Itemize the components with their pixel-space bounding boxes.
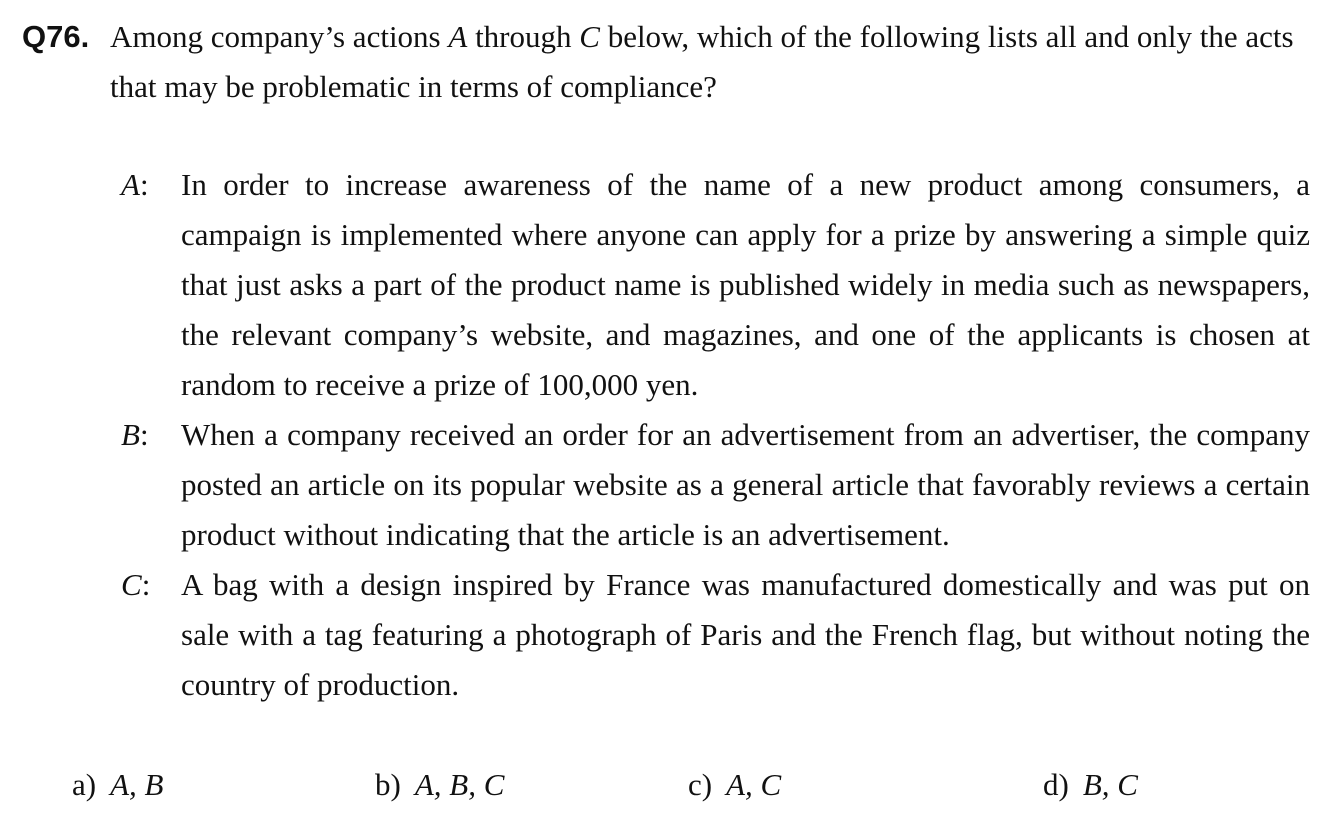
choice-text: A, B [110, 767, 164, 802]
stem-part: Among company’s actions [110, 19, 449, 54]
choice-letter: d) [1043, 767, 1069, 802]
action-text: In order to increase awareness of the name of a new product among consumers, a campaign is implemented where anyone can apply for a prize by answering a simple quiz that just asks a part of the product name is published widely in media such as newspapers, the relevant company’s website, and magazines, and one of the applicants is chosen at random to receive a prize of 100,000 yen. [181, 167, 1310, 402]
action-letter: B [121, 417, 140, 452]
choice-text: B, C [1082, 767, 1138, 802]
answer-choice-d[interactable] [1043, 760, 1138, 810]
action-text: A bag with a design inspired by France was manufactured domestically and was put on sale with a tag featuring a photograph of Paris and the French flag, but without noting the country of production. [181, 567, 1310, 702]
stem-part: below, which of the following lists all and only the acts that may be problematic in terms of compliance? [110, 19, 1294, 104]
action-text: When a company received an order for an advertisement from an advertiser, the company posted an article on its popular website as a general article that favorably reviews a certain product without indicating that the article is an advertisement. [181, 417, 1310, 552]
answer-choice-c[interactable] [688, 760, 781, 810]
choice-letter: b) [375, 767, 401, 802]
stem-item-ref: C [579, 19, 600, 54]
choice-letter: a) [72, 767, 97, 802]
action-label [121, 560, 150, 610]
question-number: Q76. [22, 19, 90, 54]
label-colon: : [141, 567, 151, 602]
choice-text: A, C [726, 767, 782, 802]
action-letter: C [121, 567, 142, 602]
choice-letter: c) [688, 767, 713, 802]
label-colon: : [139, 167, 149, 202]
answer-choice-a[interactable] [72, 760, 163, 810]
stem-item-ref: A [448, 19, 468, 54]
action-letter: A [121, 167, 140, 202]
question-stem [110, 12, 1300, 112]
action-label [121, 410, 149, 460]
choice-text: A, B, C [414, 767, 505, 802]
label-colon: : [139, 417, 149, 452]
answer-choices [0, 760, 1330, 810]
answer-choice-b[interactable] [375, 760, 504, 810]
stem-part: through [467, 19, 580, 54]
action-label [121, 160, 149, 210]
